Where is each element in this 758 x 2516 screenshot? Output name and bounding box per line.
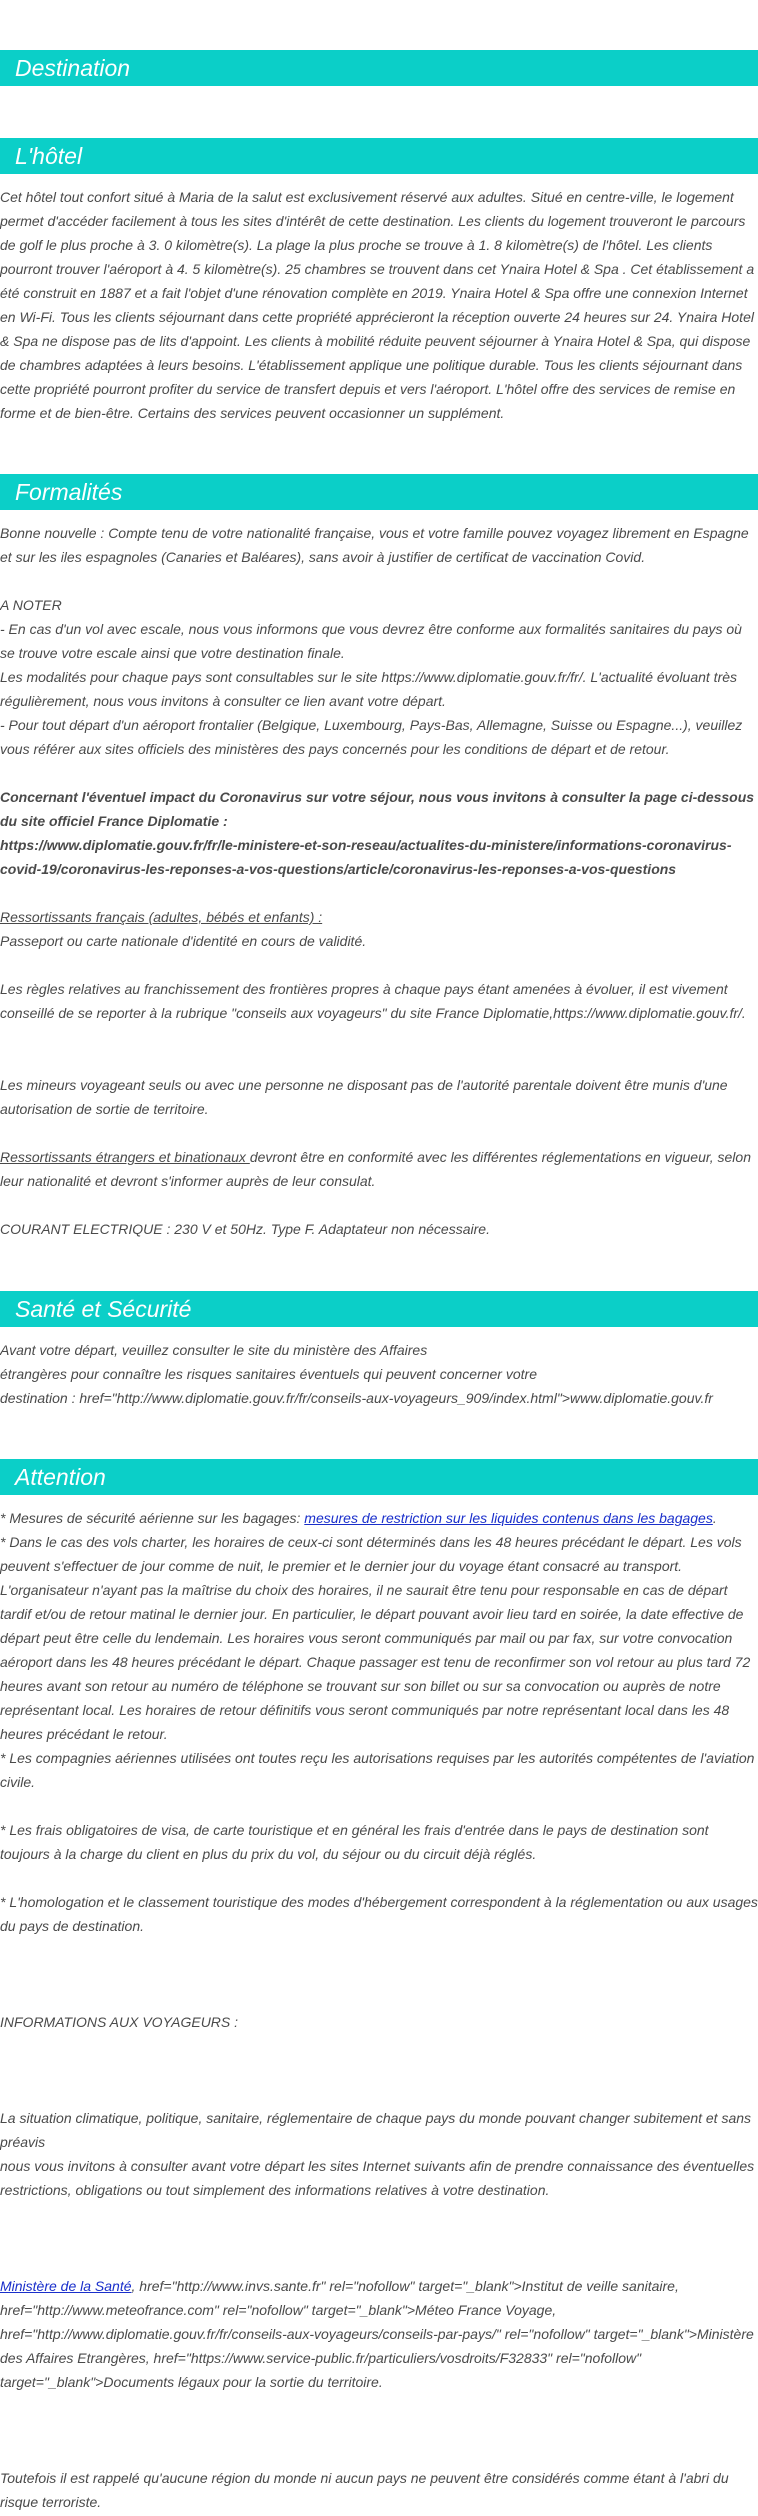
electric-current: COURANT ELECTRIQUE : 230 V et 50Hz. Type F. Adaptateur non nécessaire. [0,1221,490,1237]
baggage-prefix: * Mesures de sécurité aérienne sur les bagages: [0,1510,305,1526]
sante-line-2: étrangères pour connaître les risques sanitaires éventuels qui peuvent concerner votre [0,1366,537,1382]
climate-line-2: nous vous invitons à consulter avant votre départ les sites Internet suivants afin de prendre connaissance des éventuelles restrictions, obligations ou tout simplement des informations relatives à votre destination. [0,2158,755,2198]
note-heading: A NOTER [0,597,62,613]
french-nationals-text: Passeport ou carte nationale d'identité en cours de validité. [0,933,367,949]
foreign-nationals-text: devront être en conformité avec les différentes réglementations en vigueur, selon leur nationalité et devront s'informer auprès de leur consulat. [0,1149,751,1189]
section-header-sante [0,1291,758,1327]
foreign-nationals [0,1145,758,1193]
minors-notice: Les mineurs voyageant seuls ou avec une personne ne disposant pas de l'autorité parentale doivent être munis d'une autorisation de sortie de territoire. [0,1077,728,1117]
terror-risk-notice: Toutefois il est rappelé qu'aucune région du monde ni aucun pays ne peuvent être considérés comme étant à l'abri du risque terroriste. [0,2470,729,2510]
note-border-airport: - Pour tout départ d'un aéroport frontalier (Belgique, Luxembourg, Pays-Bas, Allemagne, Suisse ou Espagne...), veuillez vous référer aux sites officiels des ministères des pays concernés pour les conditions de départ et de retour. [0,717,743,757]
french-nationals [0,905,758,953]
useful-links [0,2274,758,2394]
covid-url: https://www.diplomatie.gouv.fr/fr/le-ministere-et-son-reseau/actualites-du-ministere/informations-coronavirus-covid-19/coronavirus-les-reponses-a-vos-questions/article/coronavirus-les-reponses-a-vos-questions [0,837,732,877]
section-title: L'hôtel [15,143,83,169]
ministry-health-link[interactable]: Ministère de la Santé [0,2278,132,2294]
section-header-hotel [0,138,758,174]
covid-notice-text: Concernant l'éventuel impact du Coronavirus sur votre séjour, nous vous invitons à consulter la page ci-dessous du site officiel France Diplomatie : [0,789,755,829]
border-rules: Les règles relatives au franchissement des frontières propres à chaque pays étant amenées à évoluer, il est vivement conseillé de se reporter à la rubrique "conseils aux voyageurs" du site France Diplomatie,https://www.diplomatie.gouv.fr/. [0,981,746,1021]
section-title: Attention [15,1464,106,1490]
section-title: Formalités [15,479,123,505]
sante-text [0,1338,758,1410]
accommodation-rating: * L'homologation et le classement touristique des modes d'hébergement correspondent à la réglementation ou aux usages du pays de destination. [0,1894,758,1934]
airline-companies: * Les compagnies aériennes utilisées ont toutes reçu les autorisations requises par les autorités compétentes de l'aviation civile. [0,1750,755,1790]
section-title: Destination [15,55,131,81]
formalites-intro: Bonne nouvelle : Compte tenu de votre nationalité française, vous et votre famille pouvez voyagez librement en Espagne et sur les iles espagnoles (Canaries et Baléares), sans avoir à justifier de certificat de vaccination Covid. [0,525,749,565]
mandatory-fees: * Les frais obligatoires de visa, de carte touristique et en général les frais d'entrée dans le pays de destination sont toujours à la charge du client en plus du prix du vol, du séjour ou du circuit déjà réglés. [0,1822,709,1862]
section-header-attention [0,1459,758,1495]
note-stopover: - En cas d'un vol avec escale, nous vous informons que vous devrez être conforme aux formalités sanitaires du pays où se trouve votre escale ainsi que votre destination finale. [0,621,742,661]
french-nationals-heading: Ressortissants français (adultes, bébés et enfants) : [0,909,323,925]
useful-links-text: , href="http://www.invs.sante.fr" rel="nofollow" target="_blank">Institut de veille sanitaire, href="http://www.meteofrance.com" rel="nofollow" target="_blank">Méteo France Voyage, href="http://www.diplomatie.gouv.fr/fr/conseils-aux-voyageurs/conseils-par-pays/" rel="nofollow" target="_blank">Ministère des Affaires Etrangères, href="https://www.service-public.fr/particuliers/vosdroits/F32833" rel="nofollow" target="_blank">Documents légaux pour la sortie du territoire. [0,2278,754,2390]
traveller-info-heading: INFORMATIONS AUX VOYAGEURS : [0,2014,239,2030]
section-header-formalites [0,474,758,510]
climate-line-1: La situation climatique, politique, sanitaire, réglementaire de chaque pays du monde pouvant changer subitement et sans préavis [0,2110,752,2150]
covid-notice [0,785,758,881]
sante-line-1: Avant votre départ, veuillez consulter le site du ministère des Affaires [0,1342,428,1358]
charter-flights: * Dans le cas des vols charter, les horaires de ceux-ci sont déterminés dans les 48 heures précédant le départ. Les vols peuvent s'effectuer de jour comme de nuit, le premier et le dernier jour du voyage étant consacré au transport. L'organisateur n'ayant pas la maîtrise du choix des horaires, il ne saurait être tenu pour responsable en cas de départ tardif et/ou de retour matinal le dernier jour. En particulier, le départ pouvant avoir lieu tard en soirée, la date effective de départ peut être celle du lendemain. Les horaires vous seront communiqués par mail ou par fax, sur votre convocation aéroport dans les 48 heures précédant le départ. Chaque passager est tenu de reconfirmer son vol retour au plus tard 72 heures avant son retour au numéro de téléphone se trouvant sur son billet ou sur sa convocation ou auprès de notre représentant local. Les horaires de retour définitifs vous seront communiqués par notre représentant local dans les 48 heures précédant le retour. [0,1534,751,1742]
foreign-nationals-heading: Ressortissants étrangers et binationaux [0,1149,250,1165]
liquids-restriction-link[interactable]: mesures de restriction sur les liquides contenus dans les bagages [304,1510,713,1526]
baggage-security [0,1506,758,1530]
climate-notice [0,2106,758,2202]
section-header-destination [0,50,758,86]
section-title: Santé et Sécurité [15,1296,192,1322]
hotel-description: Cet hôtel tout confort situé à Maria de la salut est exclusivement réservé aux adultes. Situé en centre-ville, le logement permet d'accéder facilement à tous les sites d'intérêt de cette destination. Les clients du logement trouveront le parcours de golf le plus proche à 3. 0 kilomètre(s). La plage la plus proche se trouve à 1. 8 kilomètre(s) de l'hôtel. Les clients pourront trouver l'aéroport à 4. 5 kilomètre(s). 25 chambres se trouvent dans cet Ynaira Hotel & Spa . Cet établissement a été construit en 1887 et a fait l'objet d'une rénovation complète en 2019. Ynaira Hotel & Spa offre une connexion Internet en Wi-Fi. Tous les clients séjournant dans cette propriété apprécieront la réception ouverte 24 heures sur 24. Ynaira Hotel & Spa ne dispose pas de lits d'appoint. Les clients à mobilité réduite peuvent séjourner à Ynaira Hotel & Spa, qui dispose de chambres adaptées à leurs besoins. L'établissement applique une politique durable. Tous les clients séjournant dans cette propriété pourront profiter du service de transfert depuis et vers l'aéroport. L'hôtel offre des services de remise en forme et de bien-être. Certains des services peuvent occasionner un supplément. [0,189,755,421]
baggage-suffix: . [712,1510,717,1526]
sante-line-3: destination : href="http://www.diplomatie.gouv.fr/fr/conseils-aux-voyageurs_909/index.html">www.diplomatie.gouv.fr [0,1390,713,1406]
note-country-rules: Les modalités pour chaque pays sont consultables sur le site https://www.diplomatie.gouv.fr/fr/. L'actualité évoluant très régulièrement, nous vous invitons à consulter ce lien avant votre départ. [0,669,738,709]
